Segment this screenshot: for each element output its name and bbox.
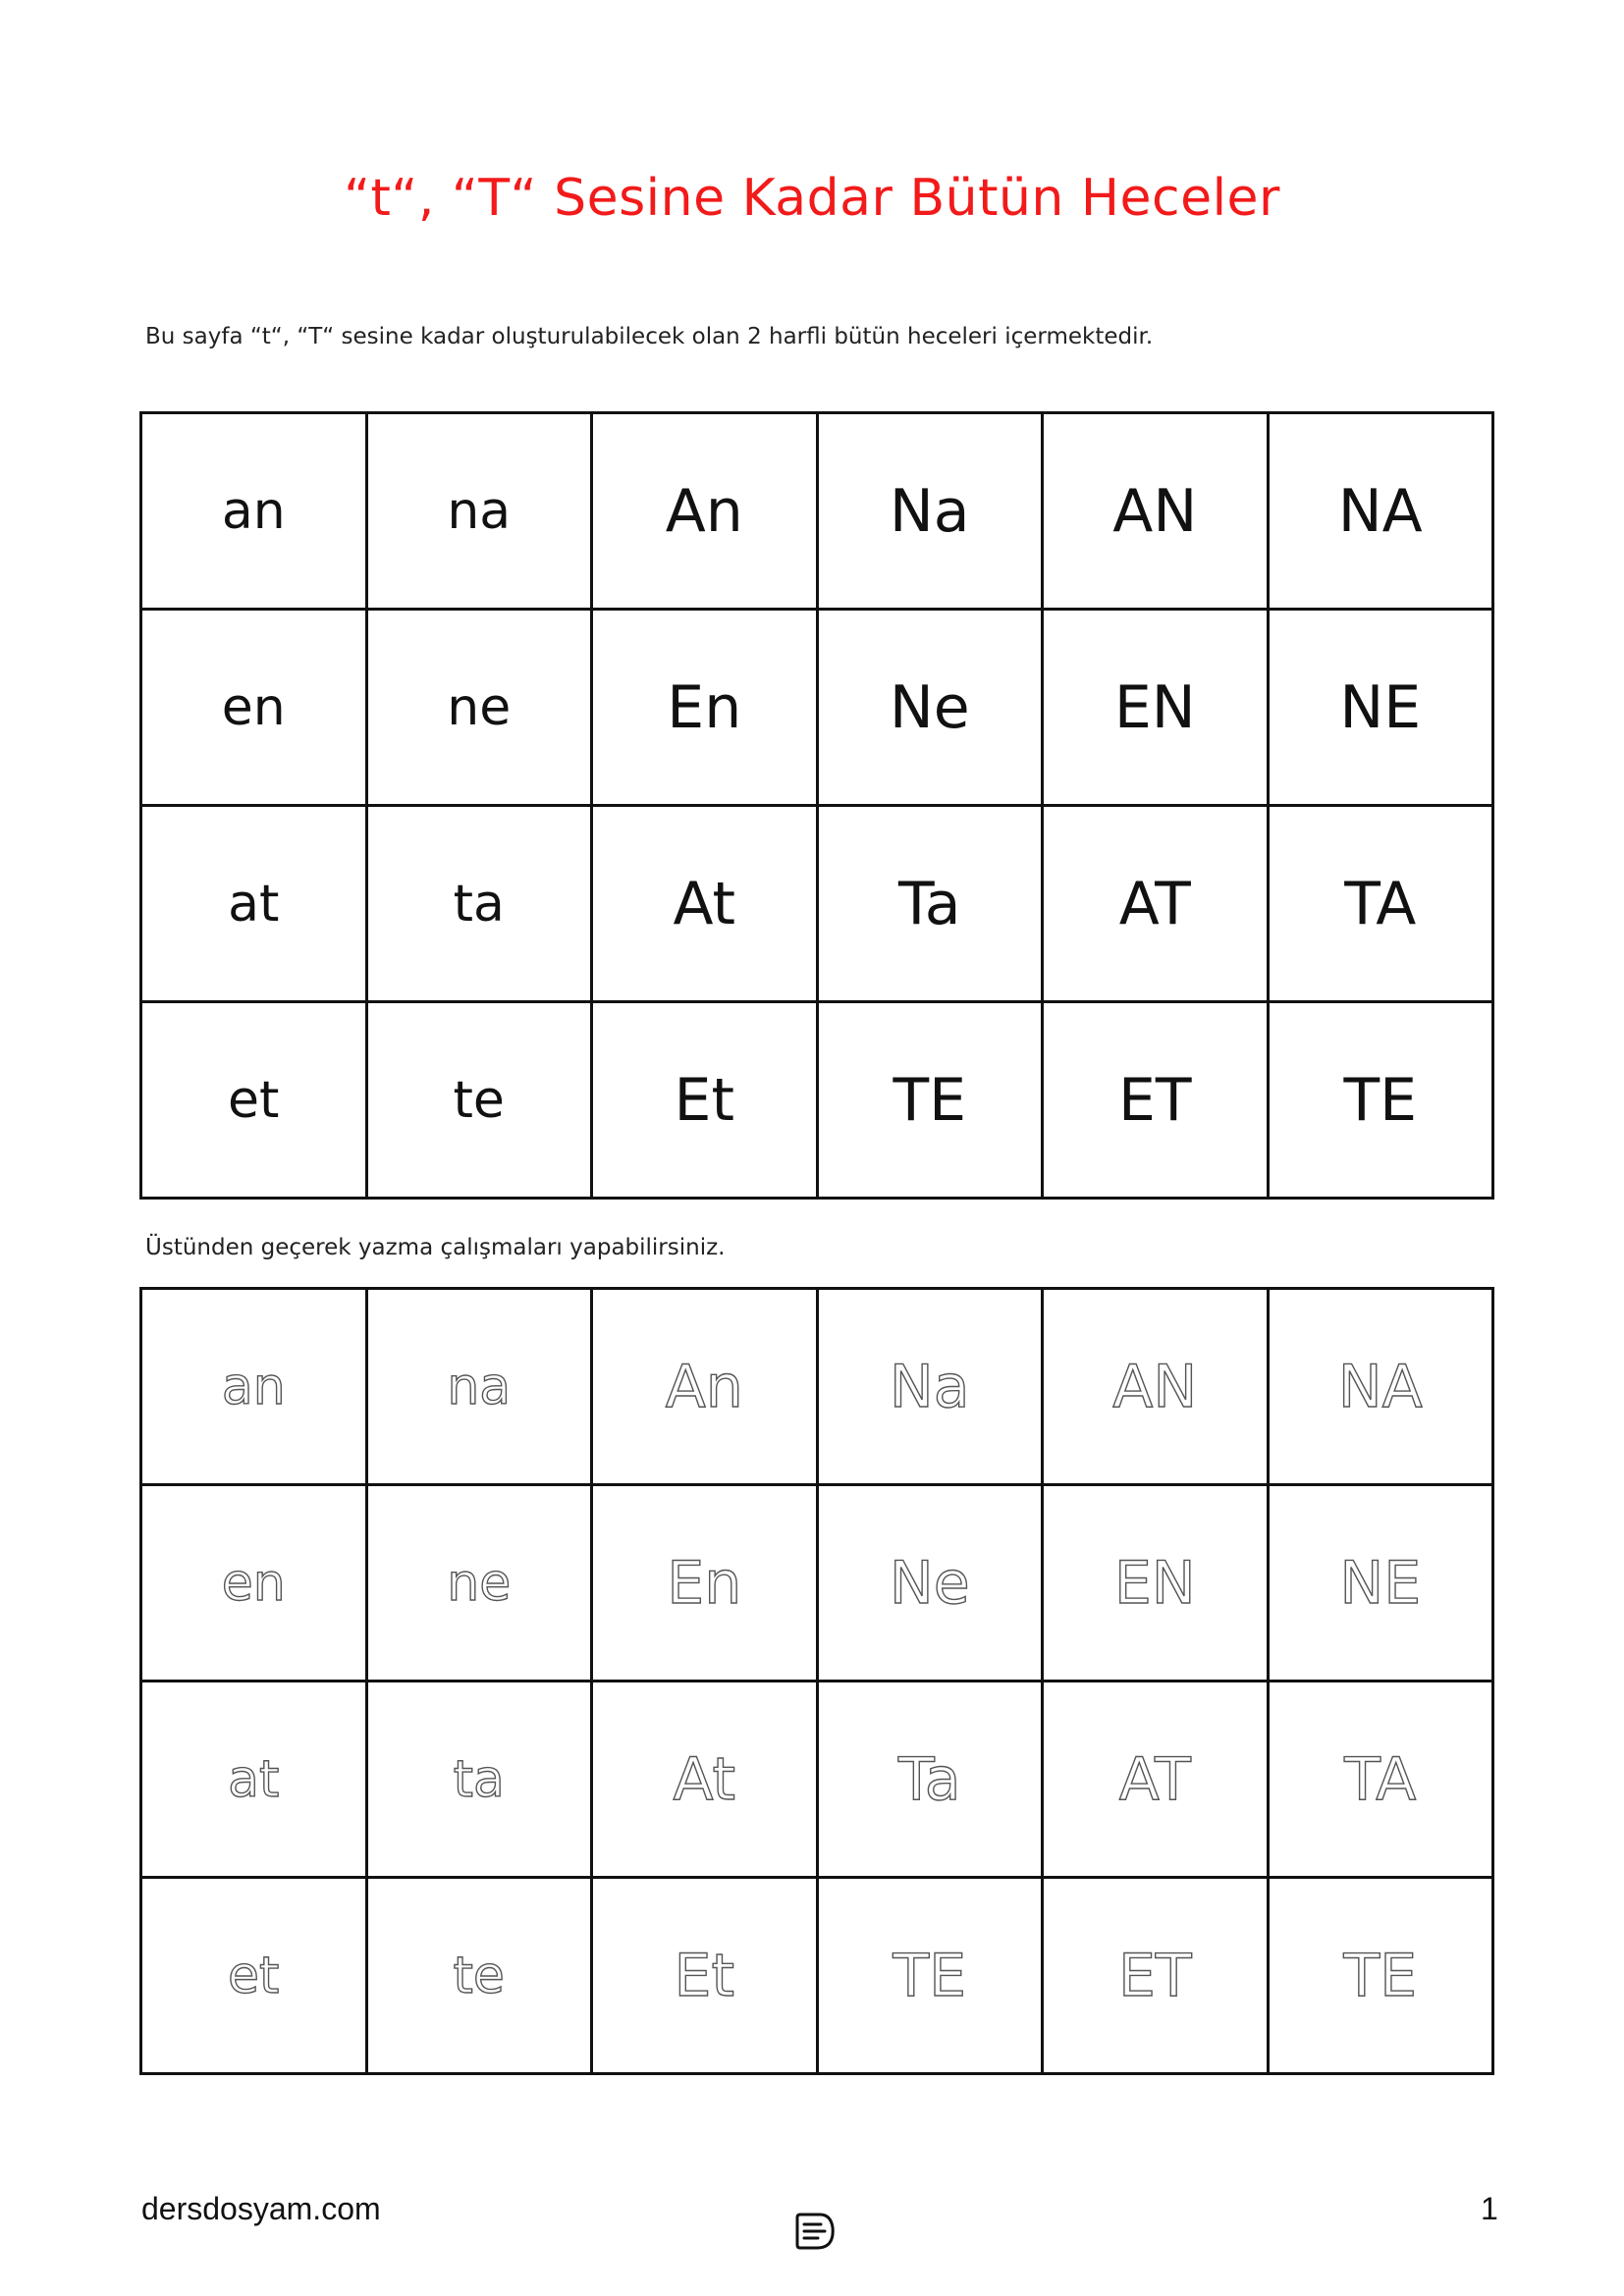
tracing-cell: An <box>592 1289 818 1485</box>
tracing-cell: ET <box>1043 1878 1269 2074</box>
tracing-cell: AN <box>1043 1289 1269 1485</box>
syllable-cell: EN <box>1043 610 1269 806</box>
syllable-cell: TE <box>1268 1002 1493 1199</box>
table-row <box>141 1682 1493 1878</box>
syllable-cell: at <box>141 806 367 1002</box>
practice-note: Üstünden geçerek yazma çalışmaları yapabilirsiniz. <box>145 1235 726 1260</box>
syllable-cell: ne <box>366 610 592 806</box>
tracing-cell: ta <box>366 1682 592 1878</box>
syllable-cell: At <box>592 806 818 1002</box>
tracing-cell: na <box>366 1289 592 1485</box>
page-title: “t“, “T“ Sesine Kadar Bütün Heceler <box>344 169 1280 228</box>
syllable-cell: an <box>141 413 367 610</box>
footer-site-link[interactable]: dersdosyam.com <box>141 2191 381 2226</box>
syllable-cell: TE <box>817 1002 1043 1199</box>
syllable-cell: Na <box>817 413 1043 610</box>
tracing-cell: AT <box>1043 1682 1269 1878</box>
page-number: 1 <box>1481 2191 1498 2226</box>
intro-text: Bu sayfa “t“, “T“ sesine kadar oluşturulabilecek olan 2 harfli bütün heceleri içermektedir. <box>145 324 1154 349</box>
tracing-cell: Ta <box>817 1682 1043 1878</box>
table-row <box>141 1289 1493 1485</box>
table-row <box>141 1002 1493 1199</box>
table-row <box>141 806 1493 1002</box>
syllable-cell: Ta <box>817 806 1043 1002</box>
syllable-grid <box>139 411 1494 1200</box>
tracing-cell: TE <box>817 1878 1043 2074</box>
syllable-cell: AN <box>1043 413 1269 610</box>
tracing-cell: TE <box>1268 1878 1493 2074</box>
syllable-cell: et <box>141 1002 367 1199</box>
syllable-cell: An <box>592 413 818 610</box>
syllable-cell: TA <box>1268 806 1493 1002</box>
tracing-cell: ne <box>366 1485 592 1682</box>
tracing-cell: En <box>592 1485 818 1682</box>
tracing-cell: Ne <box>817 1485 1043 1682</box>
syllable-cell: ta <box>366 806 592 1002</box>
syllable-cell: te <box>366 1002 592 1199</box>
syllable-cell: na <box>366 413 592 610</box>
tracing-cell: at <box>141 1682 367 1878</box>
syllable-cell: AT <box>1043 806 1269 1002</box>
tracing-cell: EN <box>1043 1485 1269 1682</box>
syllable-cell: en <box>141 610 367 806</box>
tracing-grid <box>139 1287 1494 2075</box>
table-row <box>141 1878 1493 2074</box>
tracing-cell: en <box>141 1485 367 1682</box>
syllable-cell: NA <box>1268 413 1493 610</box>
tracing-cell: At <box>592 1682 818 1878</box>
tracing-cell: te <box>366 1878 592 2074</box>
tracing-cell: an <box>141 1289 367 1485</box>
tracing-cell: et <box>141 1878 367 2074</box>
syllable-cell: Et <box>592 1002 818 1199</box>
document-lines-icon <box>793 2212 837 2251</box>
tracing-cell: Et <box>592 1878 818 2074</box>
tracing-cell: NE <box>1268 1485 1493 1682</box>
tracing-cell: NA <box>1268 1289 1493 1485</box>
syllable-cell: NE <box>1268 610 1493 806</box>
tracing-cell: TA <box>1268 1682 1493 1878</box>
tracing-cell: Na <box>817 1289 1043 1485</box>
table-row <box>141 413 1493 610</box>
table-row <box>141 1485 1493 1682</box>
syllable-cell: ET <box>1043 1002 1269 1199</box>
table-row <box>141 610 1493 806</box>
syllable-cell: Ne <box>817 610 1043 806</box>
syllable-cell: En <box>592 610 818 806</box>
